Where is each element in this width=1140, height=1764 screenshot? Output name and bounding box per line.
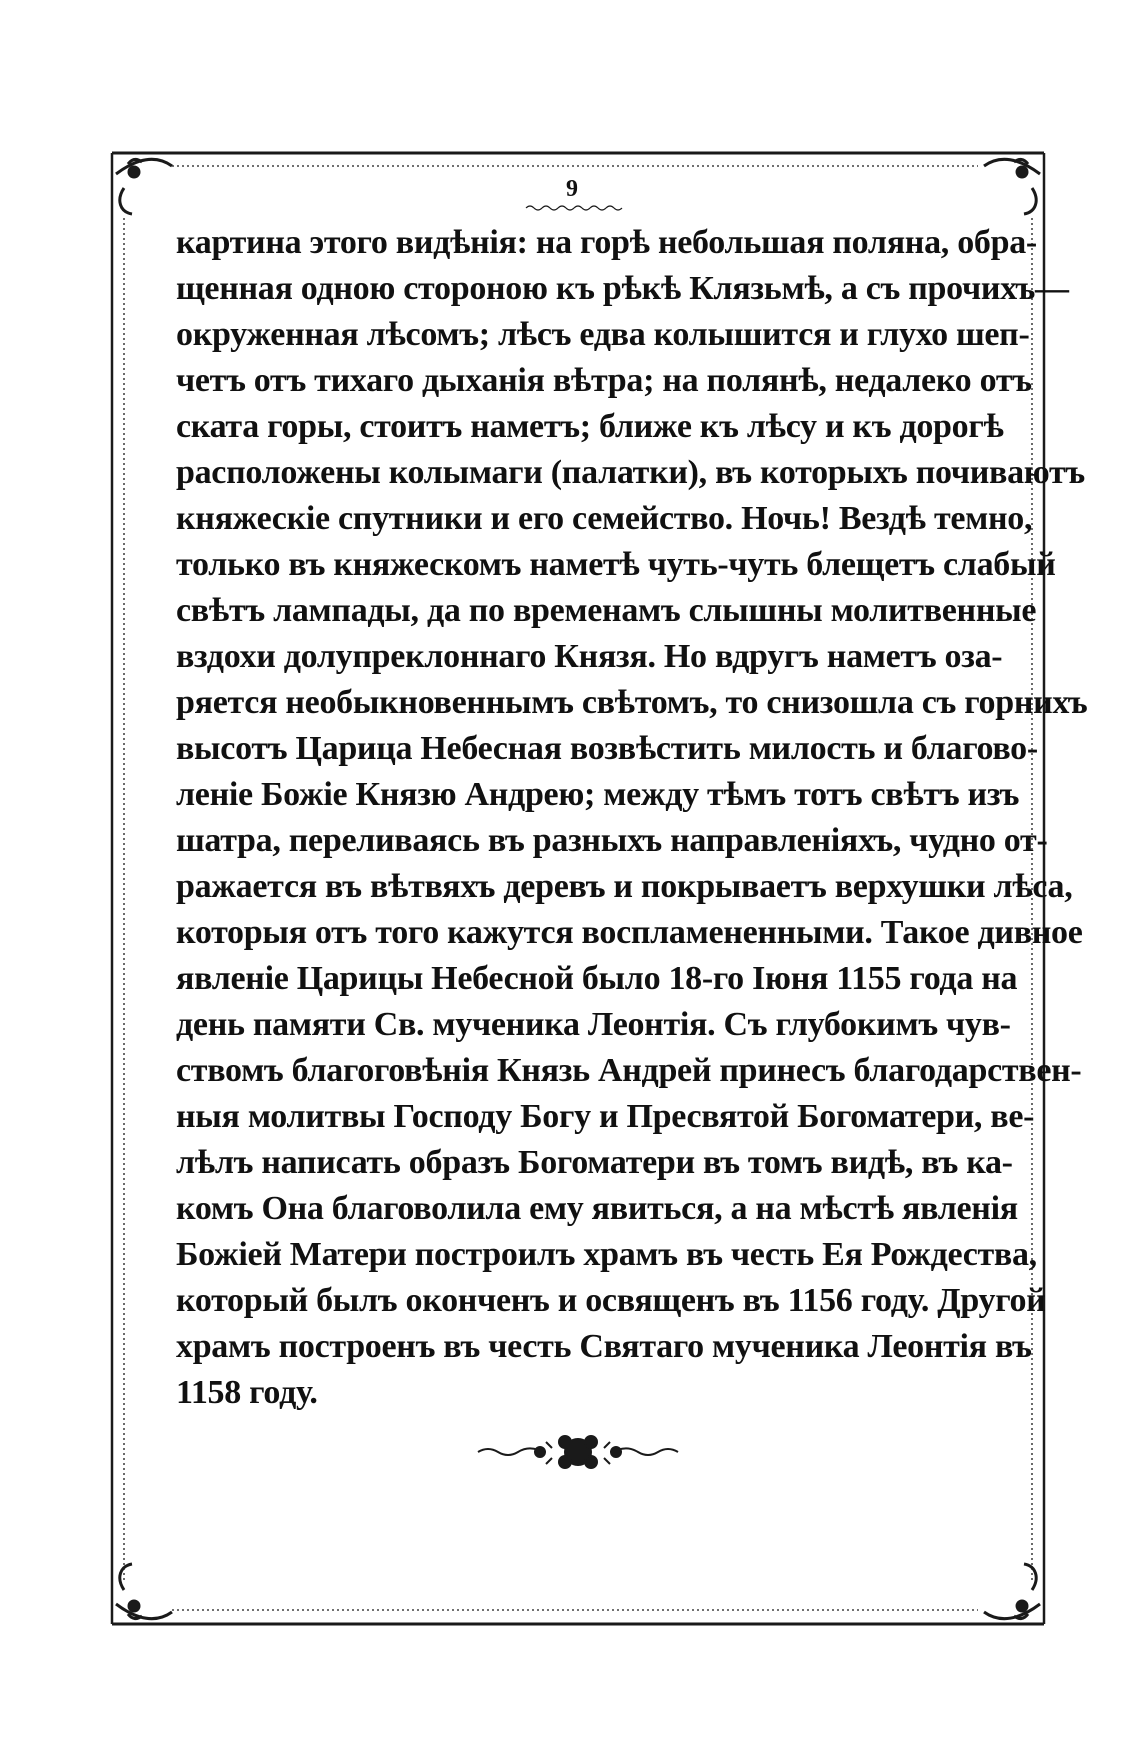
text-line: лѣлъ написать образъ Богоматери въ томъ видѣ, въ ка- (176, 1144, 1013, 1181)
text-line: княжескіе спутники и его семейство. Ночь! Вездѣ темно, (176, 500, 1033, 537)
tailpiece-ornament (478, 1436, 678, 1468)
text-line: щенная одною стороною къ рѣкѣ Клязьмѣ, а съ прочихъ— (176, 270, 1069, 307)
text-line: ражается въ вѣтвяхъ деревъ и покрываетъ верхушки лѣса, (176, 868, 1073, 905)
text-line: шатра, переливаясь въ разныхъ направленіяхъ, чудно от- (176, 822, 1048, 859)
text-line: день памяти Св. мученика Леонтія. Съ глубокимъ чув- (176, 1006, 1011, 1043)
text-line: Божіей Матери построилъ храмъ въ честь Ея Рождества, (176, 1236, 1037, 1273)
text-line: ныя молитвы Господу Богу и Пресвятой Богоматери, ве- (176, 1098, 1035, 1135)
text-line: четъ отъ тихаго дыханія вѣтра; на полянѣ, недалеко отъ (176, 362, 1032, 399)
text-line: расположены колымаги (палатки), въ которыхъ почиваютъ (176, 454, 1085, 491)
text-line: высотъ Царица Небесная возвѣстить милость и благово- (176, 730, 1038, 767)
text-line: окруженная лѣсомъ; лѣсъ едва колышится и глухо шеп- (176, 316, 1030, 353)
text-line: который былъ оконченъ и освященъ въ 1156 году. Другой (176, 1282, 1046, 1319)
corner-ornament-bottom-right (984, 1564, 1040, 1619)
text-line: вздохи долупреклоннаго Князя. Но вдругъ наметъ оза- (176, 638, 1003, 675)
text-line: леніе Божіе Князю Андрею; между тѣмъ тотъ свѣтъ изъ (176, 776, 1020, 813)
page-number: 9 (566, 176, 578, 202)
corner-ornament-top-right (984, 159, 1040, 214)
corner-ornament-top-left (116, 159, 172, 214)
text-line: комъ Она благоволила ему явиться, а на мѣстѣ явленія (176, 1190, 1018, 1227)
text-line: 1158 году. (176, 1374, 318, 1411)
text-line: которыя отъ того кажутся воспламененными. Такое дивное (176, 914, 1083, 951)
text-line: только въ княжескомъ наметѣ чуть-чуть блещетъ слабый (176, 546, 1056, 583)
text-line: картина этого видѣнія: на горѣ небольшая поляна, обра- (176, 224, 1037, 261)
text-line: явленіе Царицы Небесной было 18-го Іюня 1155 года на (176, 960, 1018, 997)
text-line: ствомъ благоговѣнія Князь Андрей принесъ благодарствен- (176, 1052, 1082, 1089)
text-line: ската горы, стоитъ наметъ; ближе къ лѣсу и къ дорогѣ (176, 408, 1004, 445)
text-line: свѣтъ лампады, да по временамъ слышны молитвенные (176, 592, 1037, 629)
corner-ornament-bottom-left (116, 1564, 172, 1619)
text-line: храмъ построенъ въ честь Святаго мученика Леонтія въ (176, 1328, 1032, 1365)
text-line: ряется необыкновеннымъ свѣтомъ, то снизошла съ горнихъ (176, 684, 1088, 721)
page-number-squiggle (526, 206, 622, 210)
text-body (176, 220, 1088, 1416)
